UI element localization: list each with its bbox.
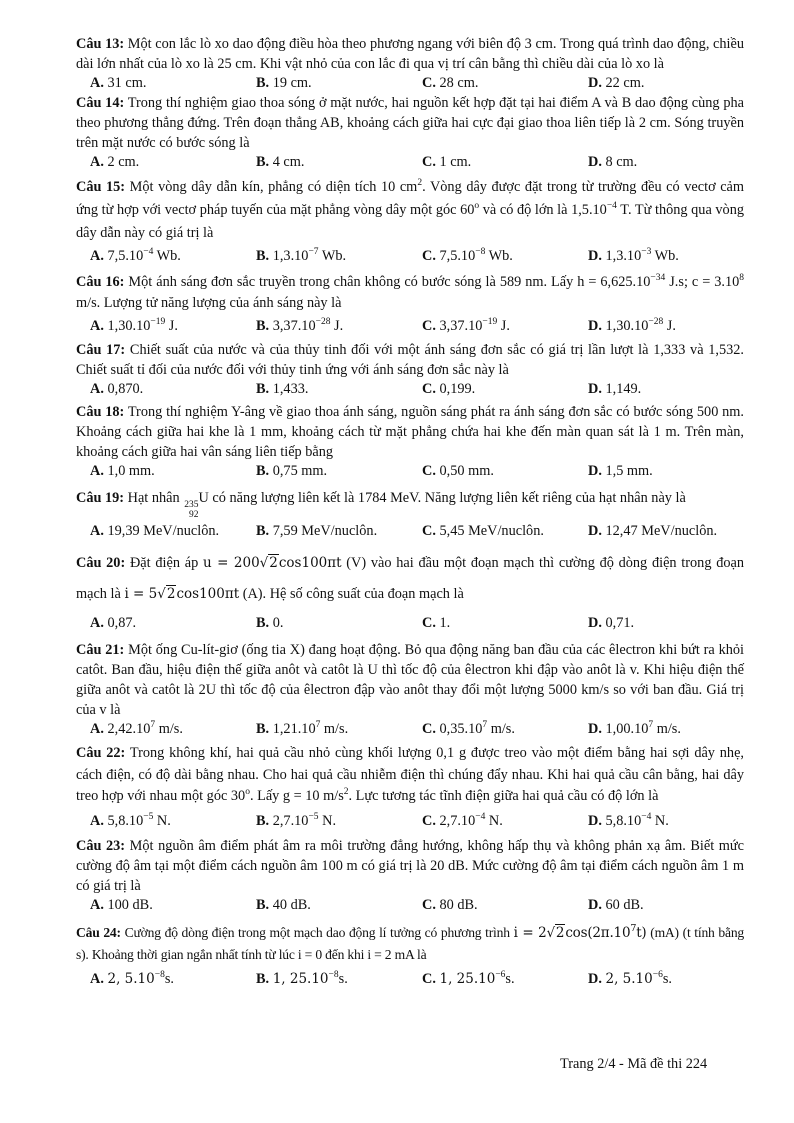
option-d[interactable]: D. 1,00.10$^7$ m/s.: [588, 720, 681, 737]
question-label: Câu 20:: [76, 555, 126, 571]
question-label: Câu 17:: [76, 342, 126, 358]
option-d[interactable]: D. $5,8.10^{-4}$ N.: [588, 811, 669, 829]
question-label: Câu 16:: [76, 274, 125, 290]
voltage-equation: u = 200√2cos100πt: [202, 555, 342, 571]
question-text: Một con lắc lò xo dao động điều hòa theo phương ngang với biên độ 3 cm. Trong quá trình dao động, chiều dài lớn nhất của lò xo là 25 cm. Khi vật nhỏ của con lắc đi qua vị trí cân bằng thì chiều dài của lò xo là: [76, 36, 745, 72]
exam-page: [76, 34, 744, 989]
option-b[interactable]: B. 4 cm.: [256, 154, 305, 170]
options-19: [76, 522, 744, 541]
question-text: Trong thí nghiệm Y-âng về giao thoa ánh sáng, nguồn sáng phát ra ánh sáng đơn sắc có bước sóng 500 nm. Khoảng cách giữa hai khe là 1 mm, khoảng cách từ mặt phẳng chứa hai khe đến màn quan sát là 1 m. Trên màn, khoảng cách giữa hai vân sáng liên tiếp bằng: [76, 404, 744, 460]
page-footer: Trang 2/4 - Mã đề thi 224: [560, 1056, 708, 1072]
option-b[interactable]: B. $3,37.10^{-28}$ J.: [256, 317, 344, 334]
options-13: [76, 74, 744, 93]
option-b[interactable]: B. $1,3.10^{-7}$ Wb.: [256, 247, 347, 264]
options-18: [76, 462, 744, 481]
option-b[interactable]: B. 40 dB.: [256, 896, 311, 913]
question-24: Câu 24: Cường độ dòng điện trong một mạch dao động lí tưởng có phương trình $i = 2√2\cos(2\pi.10^7t)$ (mA) (t tính bằng s). Khoảng thời gian ngắn nhất tính từ lúc i = 0 đến khi i = 2 mA là: [76, 922, 745, 962]
question-label: Câu 22:: [76, 745, 126, 761]
nuclide-numbers: 235 92: [184, 500, 199, 520]
option-c[interactable]: C. 80 dB.: [422, 896, 478, 913]
option-c[interactable]: C. 1 cm.: [422, 154, 472, 170]
option-b[interactable]: B. 0.: [256, 615, 284, 631]
option-a[interactable]: A. $7,5.10^{-4}$ Wb.: [90, 247, 181, 264]
option-a[interactable]: A. 0,870.: [90, 381, 144, 397]
option-d[interactable]: D. $1,3.10^{-3}$ Wb.: [588, 247, 679, 264]
option-d[interactable]: D. 1,149.: [588, 381, 642, 397]
options-22: [76, 812, 744, 831]
option-b[interactable]: B. 1, $25.10^{-8}s$.: [256, 969, 348, 987]
option-a[interactable]: A. 2, $5.10^{-8}s$.: [90, 969, 174, 987]
option-a[interactable]: A. 2 cm.: [90, 154, 140, 170]
question-text: Một ống Cu-lít-giơ (ống tia X) đang hoạt động. Bỏ qua động năng ban đầu của các êlectron khi bứt ra khỏi catôt. Ban đầu, hiệu điện thế giữa anôt và catôt là U thì tốc độ của êlectron khi đập vào anôt là v. Khi hiệu điện thế giữa anôt và catôt là 2U thì tốc độ của êlectron đập vào anôt thay đổi một lượng 5000 km/s so với ban đầu. Giá trị của v là: [76, 642, 745, 718]
question-19: Câu 19: Hạt nhân 235 92 U có năng lượng liên kết là 1784 MeV. Năng lượng liên kết riêng của hạt nhân này là: [76, 490, 686, 520]
question-20: Câu 20: Đặt điện áp u = 200√2cos100πt (V) vào hai đầu một đoạn mạch thì cường độ dòng điện trong đoạn mạch là i = 5√2cos100πt (A). Hệ số công suất của đoạn mạch là: [76, 555, 745, 602]
question-18: [76, 402, 744, 462]
option-c[interactable]: C. $7,5.10^{-8}$ Wb.: [422, 247, 513, 264]
options-16: [76, 317, 744, 336]
question-label: Câu 15:: [76, 179, 126, 195]
question-label: Câu 13:: [76, 36, 125, 52]
option-a[interactable]: A. $5,8.10^{-5}$ N.: [90, 811, 171, 829]
option-b[interactable]: B. $2,7.10^{-5}$ N.: [256, 811, 337, 829]
option-c[interactable]: C. 5,45 MeV/nuclôn.: [422, 523, 544, 539]
option-a[interactable]: A. 1,0 mm.: [90, 463, 155, 479]
question-23: [76, 836, 744, 896]
option-a[interactable]: A. 100 dB.: [90, 896, 153, 913]
question-text: Chiết suất của nước và của thủy tinh đối với một ánh sáng đơn sắc có giá trị lần lượt là 1,333 và 1,532. Chiết suất tỉ đối của nước đối với thủy tinh ứng với ánh sáng đơn sắc này là: [76, 342, 745, 378]
question-22: Câu 22: Trong không khí, hai quả cầu nhỏ cùng khối lượng 0,1 g được treo vào một điểm bằng hai sợi dây nhẹ, cách điện, có độ dài bằng nhau. Cho hai quả cầu nhiễm điện thì chúng đẩy nhau. Khi hai quả cầu cân bằng, hai dây treo hợp với nhau một góc 30$^o$. Lấy g = 10 $m/s^2$. Lực tương tác tĩnh điện giữa hai quả cầu có độ lớn là: [76, 745, 744, 804]
question-text: Trong thí nghiệm giao thoa sóng ở mặt nước, hai nguồn kết hợp đặt tại hai điểm A và B dao động cùng pha theo phương thẳng đứng. Trên đoạn thẳng AB, khoảng cách giữa hai cực đại giao thoa liên tiếp là 2 cm. Sóng truyền trên mặt nước có bước sóng là: [76, 95, 744, 151]
option-d[interactable]: D. 2, $5.10^{-6}s$.: [588, 969, 672, 987]
option-d[interactable]: D. 8 cm.: [588, 154, 638, 170]
question-21: [76, 640, 744, 720]
options-20: [76, 614, 744, 633]
option-d[interactable]: D. $1,30.10^{-28}$ J.: [588, 317, 676, 334]
option-c[interactable]: C. 0,199.: [422, 381, 476, 397]
question-14: [76, 93, 744, 153]
question-label: Câu 14:: [76, 95, 125, 111]
question-label: Câu 23:: [76, 837, 126, 854]
option-a[interactable]: A. 0,87.: [90, 615, 137, 631]
options-21: [76, 720, 744, 739]
option-d[interactable]: D. 60 dB.: [588, 896, 644, 913]
options-14: [76, 153, 744, 172]
question-13: [76, 34, 744, 74]
current-equation: i = 5√2cos100πt: [124, 586, 240, 602]
option-c[interactable]: C. 0,50 mm.: [422, 463, 494, 479]
options-15: [76, 247, 744, 266]
question-label: Câu 19:: [76, 490, 125, 506]
option-b[interactable]: B. 1,433.: [256, 381, 309, 397]
options-24: [76, 970, 744, 989]
option-b[interactable]: B. 1,21.10$^7$ m/s.: [256, 720, 349, 737]
question-17: [76, 340, 744, 380]
option-d[interactable]: D. 12,47 MeV/nuclôn.: [588, 523, 718, 539]
option-d[interactable]: D. 0,71.: [588, 615, 635, 631]
question-text: Một nguồn âm điểm phát âm ra môi trường đẳng hướng, không hấp thụ và không phản xạ âm. Biết mức cường độ âm tại một điểm cách nguồn âm 100 m có giá trị là 20 dB. Mức cường độ âm tại điểm cách nguồn âm 1 m có giá trị là: [76, 837, 744, 894]
option-c[interactable]: C. $2,7.10^{-4}$ N.: [422, 811, 503, 829]
option-a[interactable]: A. 31 cm.: [90, 75, 147, 91]
option-c[interactable]: C. 0,35.10$^7$ m/s.: [422, 720, 515, 737]
question-15: Câu 15: Một vòng dây dẫn kín, phẳng có diện tích 10 $cm^2$. Vòng dây được đặt trong từ trường đều có vectơ cảm ứng từ hợp với vectơ pháp tuyến của mặt phẳng vòng dây một góc 60$^o$ và có độ lớn là $1,5.10^{-4}$ T. Từ thông qua vòng dây dẫn này có giá trị là: [76, 178, 745, 241]
option-c[interactable]: C. 28 cm.: [422, 75, 479, 91]
option-b[interactable]: B. 7,59 MeV/nuclôn.: [256, 523, 378, 539]
option-d[interactable]: D. 22 cm.: [588, 75, 645, 91]
option-a[interactable]: A. $1,30.10^{-19}$ J.: [90, 317, 178, 334]
question-16: Câu 16: Một ánh sáng đơn sắc truyền trong chân không có bước sóng là 589 nm. Lấy $h = 6,625.10^{-34}$ J.s; $c = 3.10^8$ m/s. Lượng tử năng lượng của ánh sáng này là: [76, 273, 744, 311]
option-b[interactable]: B. 0,75 mm.: [256, 463, 328, 479]
question-label: Câu 18:: [76, 404, 125, 420]
option-d[interactable]: D. 1,5 mm.: [588, 463, 653, 479]
options-23: [76, 896, 744, 915]
option-a[interactable]: A. 2,42.10$^7$ m/s.: [90, 720, 183, 737]
option-a[interactable]: A. 19,39 MeV/nuclôn.: [90, 523, 220, 539]
question-label: Câu 24:: [76, 924, 121, 940]
question-label: Câu 21:: [76, 642, 125, 658]
current-equation: $i = 2√2\cos(2\pi.10^7t)$: [513, 922, 647, 941]
option-b[interactable]: B. 19 cm.: [256, 75, 312, 91]
options-17: [76, 380, 744, 399]
option-c[interactable]: C. $3,37.10^{-19}$ J.: [422, 317, 510, 334]
option-c[interactable]: C. 1.: [422, 615, 451, 631]
option-c[interactable]: C. 1, $25.10^{-6}s$.: [422, 969, 515, 987]
